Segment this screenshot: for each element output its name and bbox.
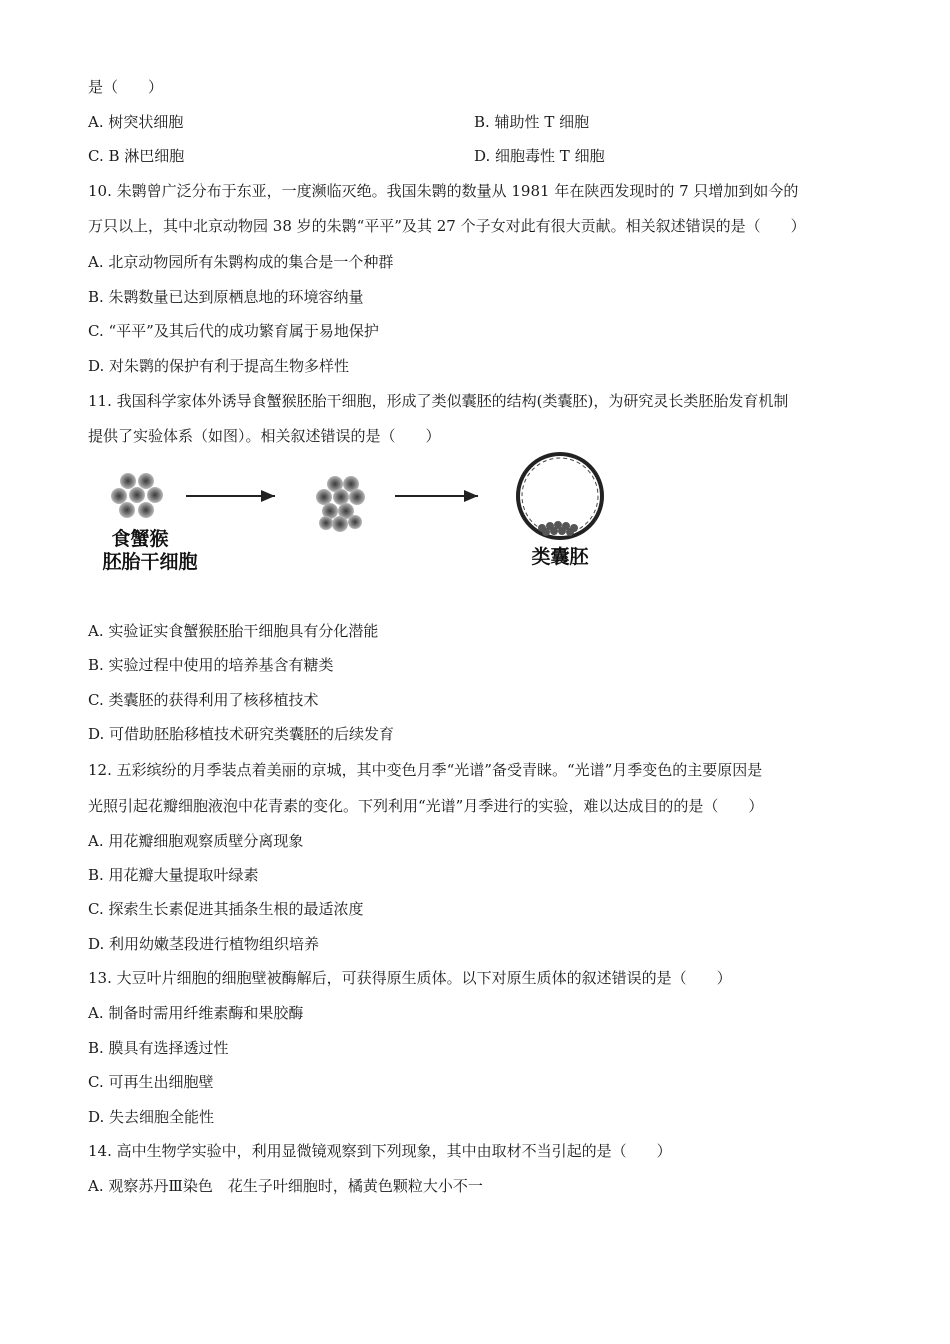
q10-option-c: C. “平平”及其后代的成功繁育属于易地保护 — [88, 322, 379, 340]
q13-option-a: A. 制备时需用纤维素酶和果胶酶 — [88, 1004, 304, 1022]
q9-option-b: B. 辅助性 T 细胞 — [474, 113, 590, 131]
q14-option-a: A. 观察苏丹Ⅲ染色 花生子叶细胞时，橘黄色颗粒大小不一 — [88, 1177, 483, 1195]
blastoid-icon — [518, 454, 602, 538]
q9-option-c: C. B 淋巴细胞 — [88, 147, 185, 165]
q9-option-a: A. 树突状细胞 — [88, 113, 184, 131]
q12-option-a: A. 用花瓣细胞观察质壁分离现象 — [88, 832, 304, 850]
q11-option-d: D. 可借助胚胎移植技术研究类囊胚的后续发育 — [88, 725, 395, 743]
q12-option-d: D. 利用幼嫩茎段进行植物组织培养 — [88, 935, 320, 953]
q10-stem-line1: 10. 朱鹮曾广泛分布于东亚，一度濒临灭绝。我国朱鹮的数量从 1981 年在陕西发现时的 7 只增加到如今的 — [88, 182, 799, 200]
q12-stem-line1: 12. 五彩缤纷的月季装点着美丽的京城，其中变色月季“光谱”备受青睐。“光谱”月季变色的主要原因是 — [88, 761, 763, 779]
q12-option-b: B. 用花瓣大量提取叶绿素 — [88, 866, 259, 884]
q13-option-d: D. 失去细胞全能性 — [88, 1108, 215, 1126]
figure-label-species: 食蟹猴 — [111, 528, 169, 550]
q10-option-a: A. 北京动物园所有朱鹮构成的集合是一个种群 — [88, 253, 394, 271]
stem-cells-icon — [111, 473, 163, 518]
q13-option-b: B. 膜具有选择透过性 — [88, 1039, 229, 1057]
q11-option-a: A. 实验证实食蟹猴胚胎干细胞具有分化潜能 — [88, 622, 379, 640]
q10-stem-line2: 万只以上，其中北京动物园 38 岁的朱鹮“平平”及其 27 个子女对此有很大贡献。相关叙述错误的是（ ） — [88, 217, 806, 235]
figure-label-stem-cells: 胚胎干细胞 — [102, 551, 198, 573]
figure-label-blastoid: 类囊胚 — [531, 546, 589, 568]
q10-option-b: B. 朱鹮数量已达到原栖息地的环境容纳量 — [88, 288, 364, 306]
q12-option-c: C. 探索生长素促进其插条生根的最适浓度 — [88, 900, 364, 918]
q11-option-c: C. 类囊胚的获得利用了核移植技术 — [88, 691, 319, 709]
q14-stem-line1: 14. 高中生物学实验中，利用显微镜观察到下列现象，其中由取材不当引起的是（ ） — [88, 1142, 672, 1160]
q11-stem-line1: 11. 我国科学家体外诱导食蟹猴胚胎干细胞，形成了类似囊胚的结构(类囊胚)，为研究灵长类胚胎发育机制 — [88, 392, 789, 410]
cell-aggregate-icon — [316, 476, 365, 532]
q9-stem-tail: 是（ ） — [88, 78, 164, 96]
q10-option-d: D. 对朱鹮的保护有利于提高生物多样性 — [88, 357, 350, 375]
q11-option-b: B. 实验过程中使用的培养基含有糖类 — [88, 656, 334, 674]
q13-option-c: C. 可再生出细胞壁 — [88, 1073, 214, 1091]
q11-stem-line2: 提供了实验体系（如图）。相关叙述错误的是（ ） — [88, 427, 441, 445]
q9-option-d: D. 细胞毒性 T 细胞 — [474, 147, 605, 165]
q13-stem-line1: 13. 大豆叶片细胞的细胞壁被酶解后，可获得原生质体。以下对原生质体的叙述错误的是（ ） — [88, 969, 732, 987]
q12-stem-line2: 光照引起花瓣细胞液泡中花青素的变化。下列利用“光谱”月季进行的实验，难以达成目的的是（ ） — [88, 797, 764, 815]
